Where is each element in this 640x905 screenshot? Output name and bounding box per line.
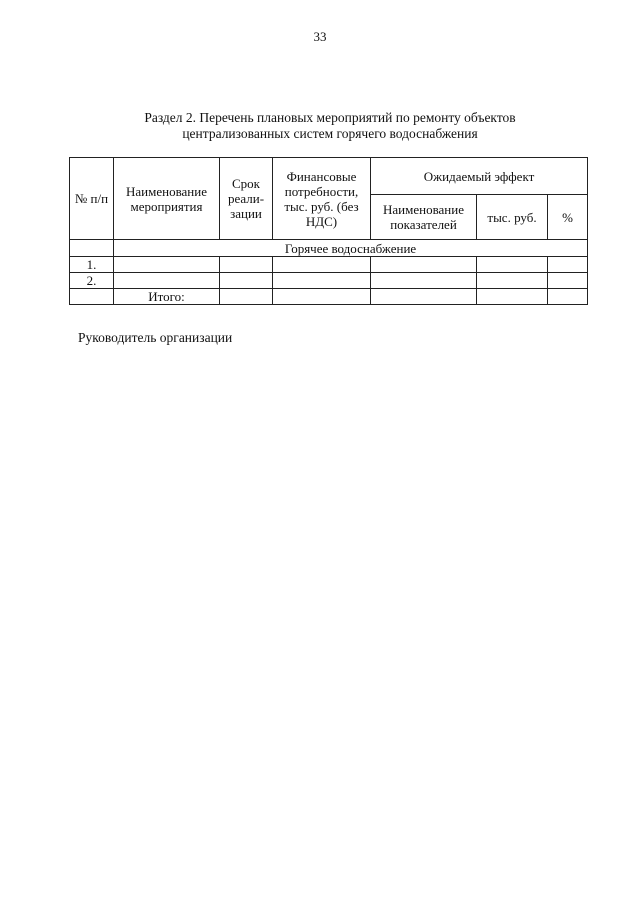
header-finance: Финансовые потребности, тыс. руб. (без НДС) xyxy=(273,158,371,240)
total-label: Итого: xyxy=(114,289,220,305)
row-indicator xyxy=(371,273,477,289)
row-finance xyxy=(273,257,371,273)
header-indicator: Наименование показателей xyxy=(371,195,477,240)
title-line-2: централизованных систем горячего водоснабжения xyxy=(182,126,478,141)
row-name xyxy=(114,273,220,289)
total-percent xyxy=(548,289,588,305)
total-row xyxy=(70,289,588,305)
row-finance xyxy=(273,273,371,289)
table-row xyxy=(70,273,588,289)
header-name: Наименование мероприятия xyxy=(114,158,220,240)
header-thousands: тыс. руб. xyxy=(477,195,548,240)
row-term xyxy=(220,257,273,273)
total-finance xyxy=(273,289,371,305)
section-title: Горячее водоснабжение xyxy=(114,240,588,257)
row-term xyxy=(220,273,273,289)
table-row xyxy=(70,257,588,273)
total-thousands xyxy=(477,289,548,305)
row-num: 2. xyxy=(70,273,114,289)
header-row-top xyxy=(70,158,588,195)
row-num: 1. xyxy=(70,257,114,273)
header-num: № п/п xyxy=(70,158,114,240)
row-percent xyxy=(548,257,588,273)
row-percent xyxy=(548,273,588,289)
total-term xyxy=(220,289,273,305)
header-effect: Ожидаемый эффект xyxy=(371,158,588,195)
document-title xyxy=(60,110,600,142)
title-line-1: Раздел 2. Перечень плановых мероприятий по ремонту объектов xyxy=(144,110,516,125)
signature-label: Руководитель организации xyxy=(78,330,233,345)
header-percent: % xyxy=(548,195,588,240)
row-indicator xyxy=(371,257,477,273)
page-number: 33 xyxy=(313,29,327,44)
row-name xyxy=(114,257,220,273)
section-row xyxy=(70,240,588,257)
row-thousands xyxy=(477,273,548,289)
plan-table xyxy=(69,157,588,305)
row-thousands xyxy=(477,257,548,273)
total-indicator xyxy=(371,289,477,305)
header-term: Срок реали-зации xyxy=(220,158,273,240)
total-num-cell xyxy=(70,289,114,305)
section-num-cell xyxy=(70,240,114,257)
